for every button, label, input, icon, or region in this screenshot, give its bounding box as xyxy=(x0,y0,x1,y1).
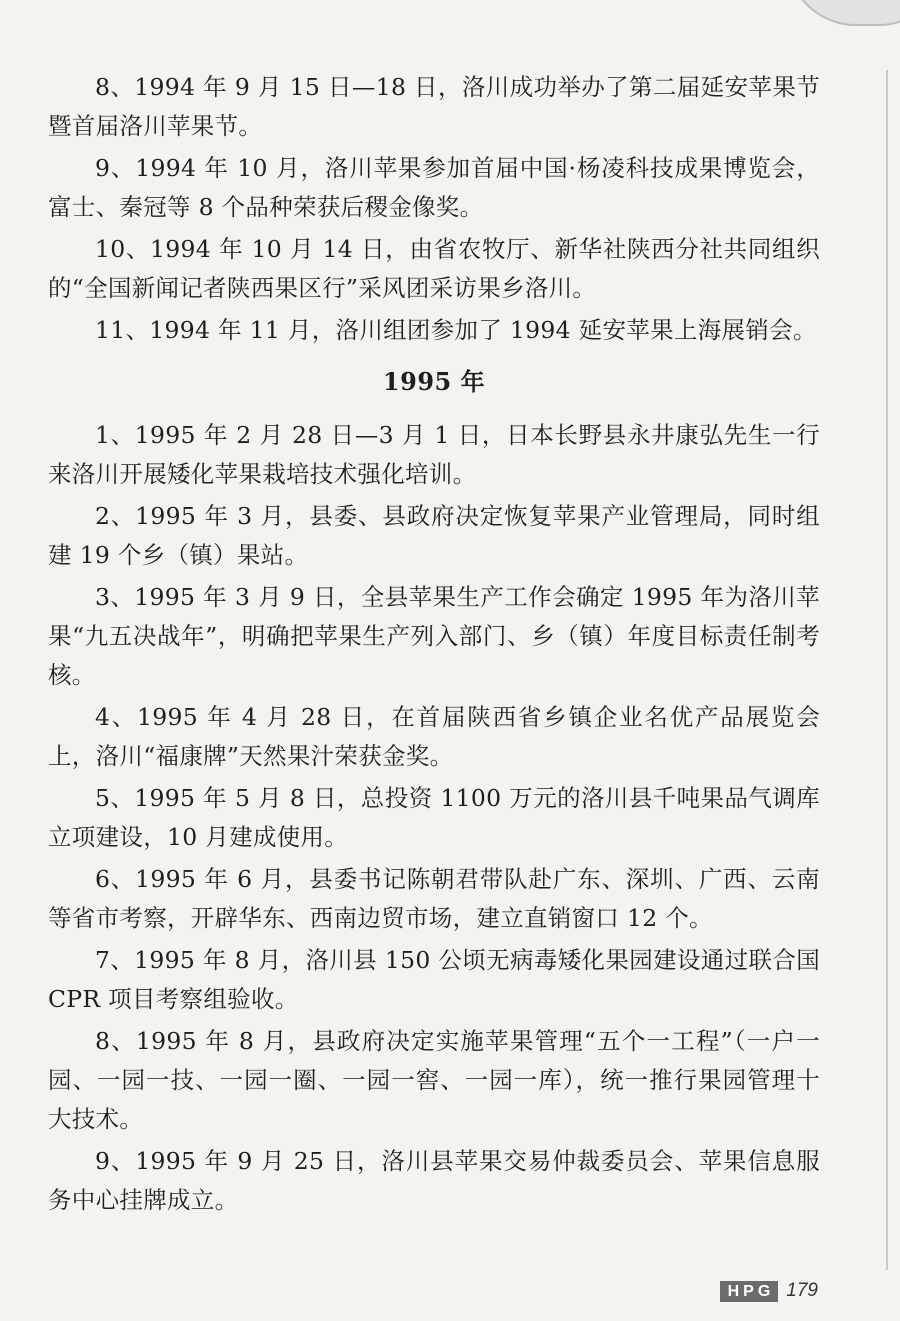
entry-1995-5: 5、1995 年 5 月 8 日，总投资 1100 万元的洛川县千吨果品气调库立项建设，10 月建成使用。 xyxy=(48,784,820,851)
entry-1994-8: 8、1994 年 9 月 15 日—18 日，洛川成功举办了第二届延安苹果节暨首届洛川苹果节。 xyxy=(48,73,820,140)
entry-1995-3: 3、1995 年 3 月 9 日，全县苹果生产工作会确定 1995 年为洛川苹果“九五决战年”，明确把苹果生产列入部门、乡（镇）年度目标责任制考核。 xyxy=(48,583,820,689)
page-edge-line xyxy=(886,70,888,1270)
entry-1995-9: 9、1995 年 9 月 25 日，洛川县苹果交易仲裁委员会、苹果信息服务中心挂牌成立。 xyxy=(48,1147,820,1214)
publisher-badge: HPG xyxy=(720,1281,779,1302)
entry-1995-8: 8、1995 年 8 月，县政府决定实施苹果管理“五个一工程”（一户一园、一园一技、一园一圈、一园一窖、一园一库），统一推行果园管理十大技术。 xyxy=(48,1027,820,1133)
entry-1994-11: 11、1994 年 11 月，洛川组团参加了 1994 延安苹果上海展销会。 xyxy=(95,316,817,344)
entry-1994-10: 10、1994 年 10 月 14 日，由省农牧厅、新华社陕西分社共同组织的“全国新闻记者陕西果区行”采风团采访果乡洛川。 xyxy=(48,235,820,302)
entry-1995-7: 7、1995 年 8 月，洛川县 150 公顷无病毒矮化果园建设通过联合国 CPR 项目考察组验收。 xyxy=(48,946,820,1013)
entry-1995-4: 4、1995 年 4 月 28 日，在首届陕西省乡镇企业名优产品展览会上，洛川“福康牌”天然果汁荣获金奖。 xyxy=(48,703,820,770)
entry-1995-1: 1、1995 年 2 月 28 日—3 月 1 日，日本长野县永井康弘先生一行来洛川开展矮化苹果栽培技术强化培训。 xyxy=(48,421,820,488)
page-footer xyxy=(720,1280,818,1302)
page-corner-tab xyxy=(786,0,900,26)
entry-1994-9: 9、1994 年 10 月，洛川苹果参加首届中国·杨凌科技成果博览会，富士、秦冠等 8 个品种荣获后稷金像奖。 xyxy=(48,154,820,221)
year-heading-1995: 1995 年 xyxy=(382,367,486,396)
page-content xyxy=(48,68,820,1223)
entry-1995-6: 6、1995 年 6 月，县委书记陈朝君带队赴广东、深圳、广西、云南等省市考察，开辟华东、西南边贸市场，建立直销窗口 12 个。 xyxy=(48,865,820,932)
entry-1995-2: 2、1995 年 3 月，县委、县政府决定恢复苹果产业管理局，同时组建 19 个乡（镇）果站。 xyxy=(48,502,820,569)
page-number: 179 xyxy=(786,1280,818,1301)
